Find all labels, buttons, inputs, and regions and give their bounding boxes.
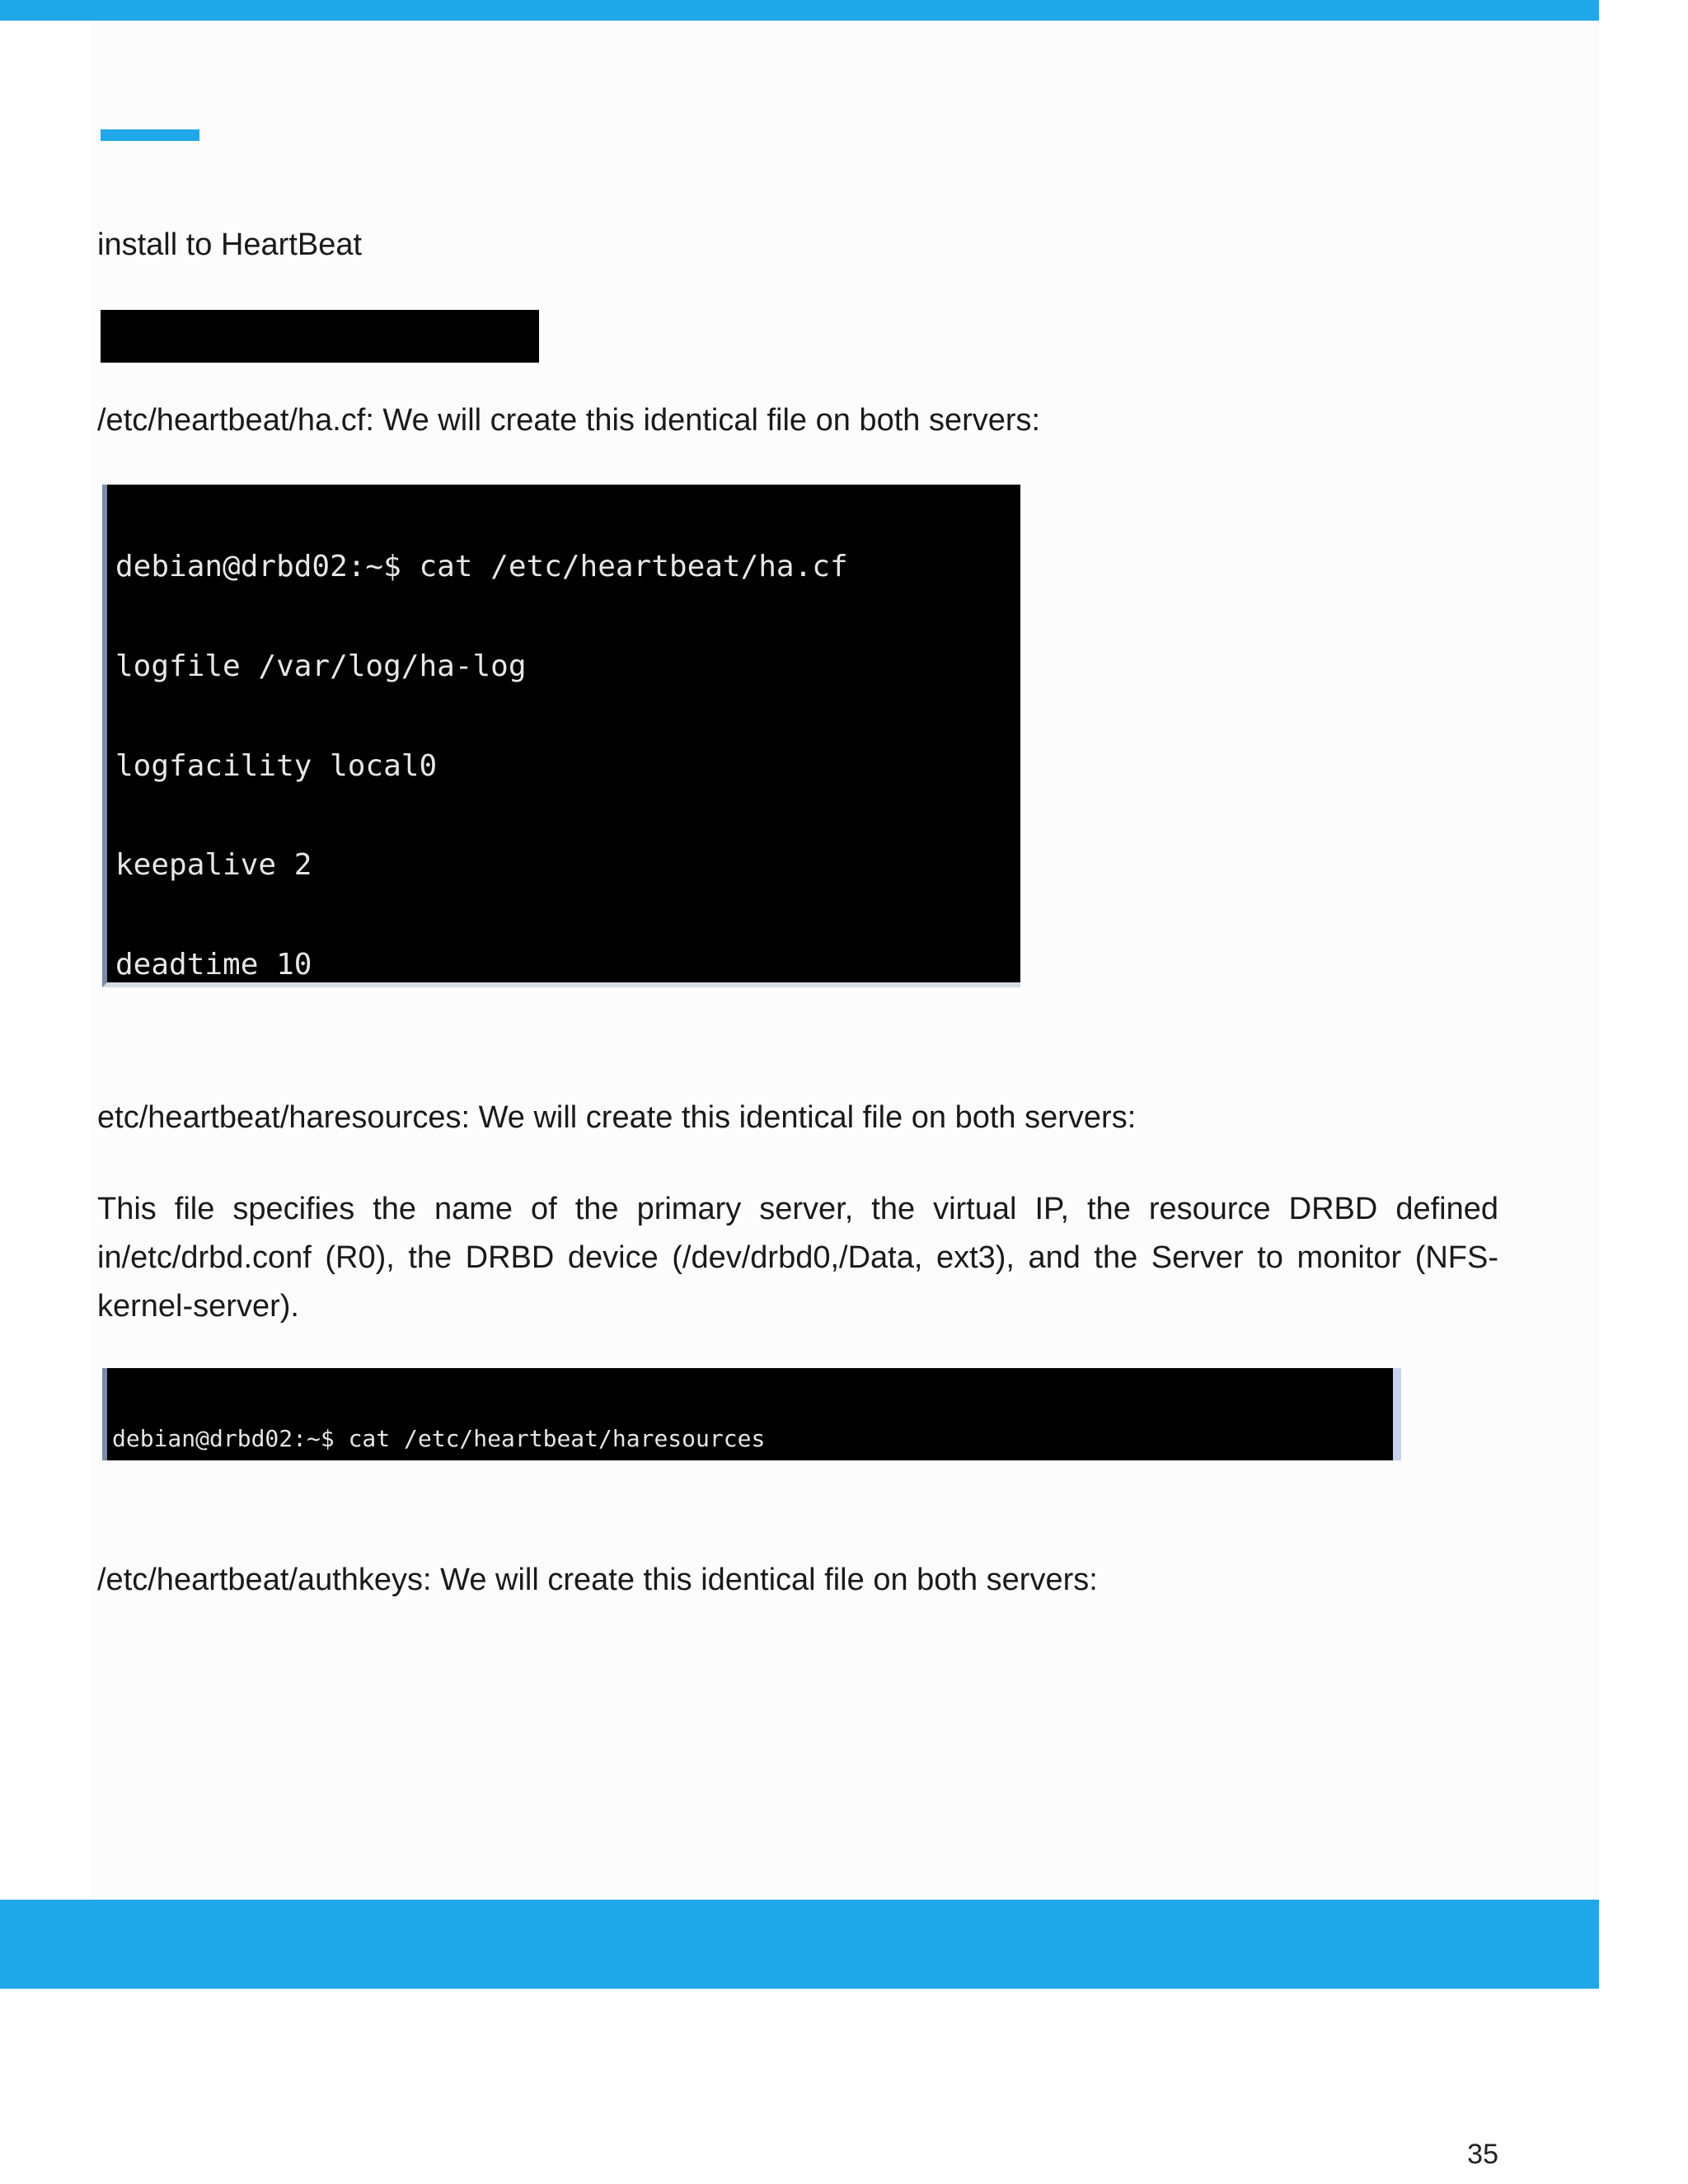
terminal-line: keepalive 2 (115, 848, 312, 883)
terminal-apt-install (101, 310, 539, 363)
section-accent-dash (101, 129, 199, 141)
bottom-accent-band (0, 1900, 1599, 1989)
top-accent-band (0, 0, 1599, 21)
haresources-description: This file specifies the name of the primary server, the virtual IP, the resource DRBD defined in/etc/drbd.conf (R0), the DRBD device (/dev/drbd0,/Data, ext3), and the Server to monitor (NFS-kernel-server). (97, 1192, 1498, 1324)
terminal-line: logfile /var/log/ha-log (115, 649, 527, 684)
terminal-line: debian@drbd02:~$ cat /etc/heartbeat/haresources (112, 1425, 766, 1452)
terminal-line: debian@drbd02:~$ cat /etc/heartbeat/ha.cf (115, 550, 848, 584)
terminal-haresources (102, 1368, 1401, 1460)
hacf-caption: /etc/heartbeat/ha.cf: We will create this identical file on both servers: (97, 403, 1041, 438)
terminal-hacf (102, 485, 1020, 987)
terminal-line: deadtime 10 (115, 947, 312, 982)
page-number: 35 (1467, 2139, 1498, 2170)
haresources-caption: etc/heartbeat/haresources: We will create this identical file on both servers: (97, 1100, 1137, 1135)
terminal-line: logfacility local0 (115, 748, 438, 783)
authkeys-caption: /etc/heartbeat/authkeys: We will create this identical file on both servers: (97, 1563, 1098, 1597)
install-heading: install to HeartBeat (97, 227, 363, 262)
